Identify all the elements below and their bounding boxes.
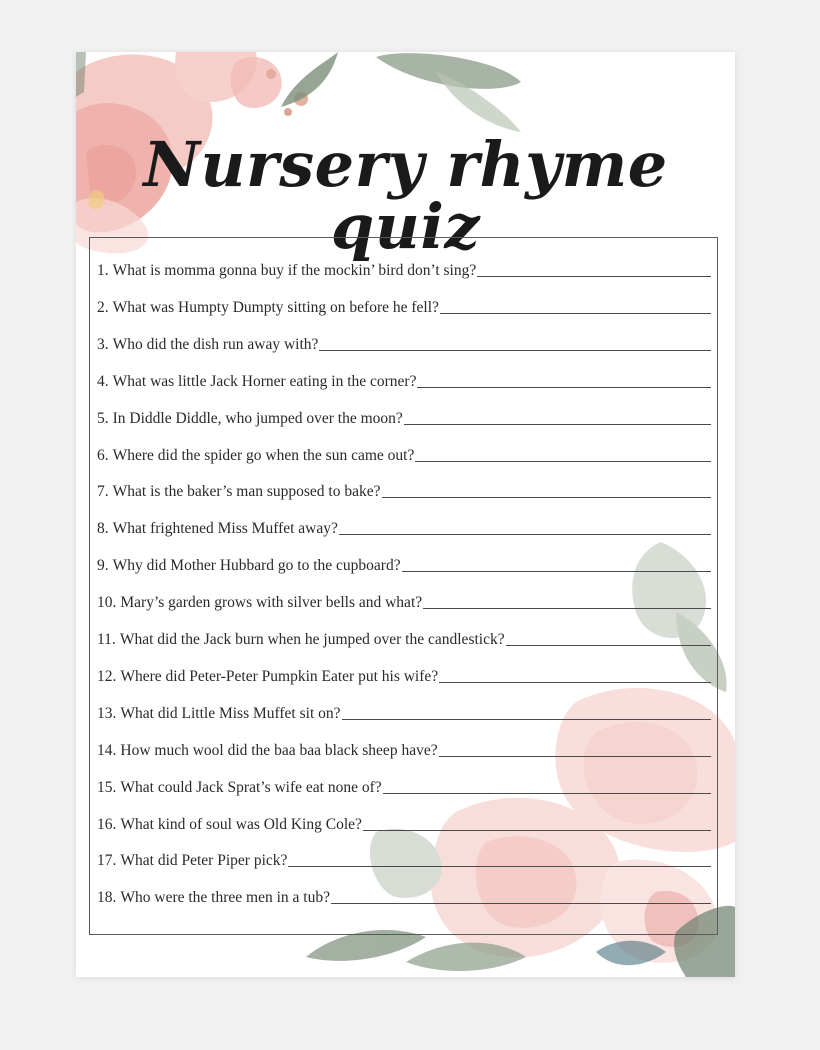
question-number: 11. bbox=[97, 631, 116, 648]
question-number: 14. bbox=[97, 741, 117, 759]
question-text: What could Jack Sprat’s wife eat none of? bbox=[120, 778, 382, 796]
quiz-question bbox=[97, 293, 711, 317]
question-text: What did Peter Piper pick? bbox=[120, 852, 288, 870]
page-title: Nursery rhyme quiz bbox=[143, 128, 668, 263]
quiz-question bbox=[97, 662, 711, 686]
quiz-card bbox=[76, 52, 735, 977]
answer-line[interactable] bbox=[288, 866, 711, 867]
quiz-question bbox=[97, 330, 711, 354]
question-text: What kind of soul was Old King Cole? bbox=[120, 815, 362, 833]
question-number: 15. bbox=[97, 778, 117, 796]
question-text: Who did the dish run away with? bbox=[112, 335, 319, 353]
answer-line[interactable] bbox=[477, 276, 711, 277]
question-number: 8. bbox=[97, 520, 109, 538]
answer-line[interactable] bbox=[439, 682, 711, 683]
quiz-question bbox=[97, 883, 711, 907]
question-text: What was little Jack Horner eating in the corner? bbox=[112, 372, 417, 390]
quiz-question bbox=[97, 551, 711, 575]
answer-line[interactable] bbox=[382, 497, 712, 498]
question-number: 12. bbox=[97, 667, 117, 685]
quiz-question bbox=[97, 404, 711, 428]
answer-line[interactable] bbox=[331, 903, 711, 904]
quiz-question bbox=[97, 736, 711, 760]
question-number: 16. bbox=[97, 815, 117, 833]
question-number: 10. bbox=[97, 594, 117, 612]
quiz-question bbox=[97, 256, 711, 280]
question-text: What is momma gonna buy if the mockin’ bird don’t sing? bbox=[112, 262, 477, 279]
question-number: 17. bbox=[97, 852, 117, 870]
answer-line[interactable] bbox=[342, 719, 711, 720]
answer-line[interactable] bbox=[415, 461, 711, 462]
question-text: Where did Peter-Peter Pumpkin Eater put his wife? bbox=[120, 667, 439, 685]
quiz-question bbox=[97, 810, 711, 834]
question-text: Why did Mother Hubbard go to the cupboard? bbox=[112, 557, 401, 575]
question-number: 1. bbox=[97, 262, 109, 279]
question-number: 7. bbox=[97, 483, 109, 501]
question-text: Who were the three men in a tub? bbox=[120, 889, 330, 907]
question-number: 9. bbox=[97, 557, 109, 575]
question-text: In Diddle Diddle, who jumped over the moon? bbox=[112, 409, 403, 427]
question-text: Where did the spider go when the sun came out? bbox=[112, 446, 415, 464]
question-text: How much wool did the baa baa black sheep have? bbox=[120, 741, 438, 759]
quiz-question bbox=[97, 477, 711, 501]
question-text: What did Little Miss Muffet sit on? bbox=[120, 704, 341, 722]
question-number: 18. bbox=[97, 889, 117, 907]
question-number: 4. bbox=[97, 372, 109, 390]
answer-line[interactable] bbox=[423, 608, 711, 609]
quiz-question bbox=[97, 773, 711, 797]
quiz-question bbox=[97, 367, 711, 391]
answer-line[interactable] bbox=[439, 756, 711, 757]
question-number: 13. bbox=[97, 704, 117, 722]
question-text: What frightened Miss Muffet away? bbox=[112, 520, 338, 538]
answer-line[interactable] bbox=[402, 571, 711, 572]
quiz-question bbox=[97, 588, 711, 612]
answer-line[interactable] bbox=[319, 350, 711, 351]
question-number: 6. bbox=[97, 446, 109, 464]
answer-line[interactable] bbox=[339, 534, 711, 535]
question-text: Mary’s garden grows with silver bells and what? bbox=[120, 594, 423, 612]
question-text: What is the baker’s man supposed to bake? bbox=[112, 483, 381, 501]
answer-line[interactable] bbox=[404, 424, 711, 425]
answer-line[interactable] bbox=[506, 645, 711, 646]
answer-line[interactable] bbox=[417, 387, 711, 388]
quiz-question bbox=[97, 699, 711, 723]
answer-line[interactable] bbox=[383, 793, 711, 794]
quiz-question bbox=[97, 625, 711, 649]
answer-line[interactable] bbox=[363, 830, 711, 831]
question-text: What was Humpty Dumpty sitting on before he fell? bbox=[112, 298, 439, 316]
question-number: 5. bbox=[97, 409, 109, 427]
quiz-question bbox=[97, 846, 711, 870]
question-number: 2. bbox=[97, 298, 109, 316]
answer-line[interactable] bbox=[440, 313, 711, 314]
quiz-box bbox=[89, 237, 718, 935]
question-text: What did the Jack burn when he jumped over the candlestick? bbox=[119, 631, 505, 648]
quiz-question bbox=[97, 441, 711, 465]
quiz-question bbox=[97, 514, 711, 538]
question-number: 3. bbox=[97, 335, 109, 353]
